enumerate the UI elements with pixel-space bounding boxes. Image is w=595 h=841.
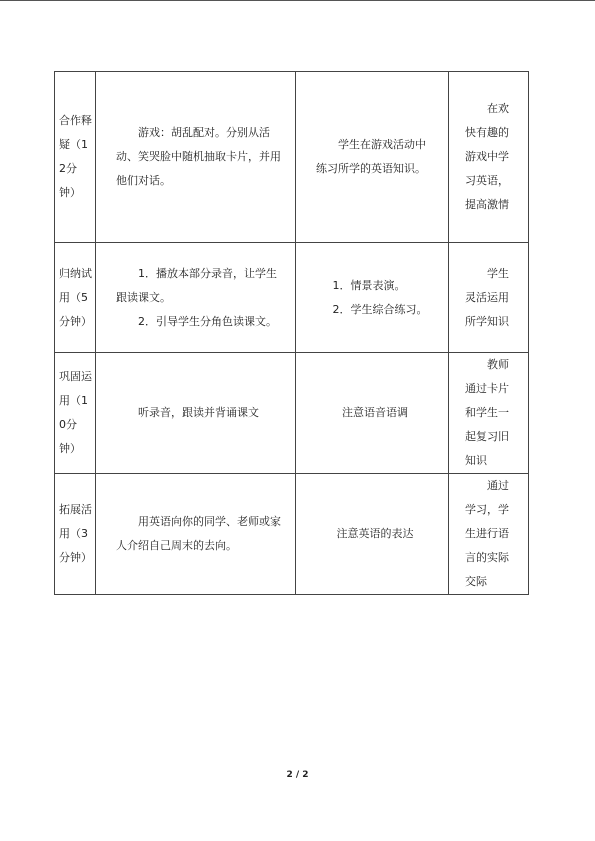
purpose-cell xyxy=(449,474,529,595)
activity-text: 游戏：胡乱配对。分别从活动、笑哭脸中随机抽取卡片，并用他们对话。 xyxy=(116,126,281,187)
student-text: 注意语音语调 xyxy=(342,406,408,419)
table-row xyxy=(55,474,529,595)
activity-text: 1．播放本部分录音，让学生跟读课文。 xyxy=(116,266,277,304)
activity-text: 用英语向你的同学、老师或家人介绍自己周末的去向。 xyxy=(116,515,281,552)
purpose-text: 在欢快有趣的游戏中学习英语，提高激情 xyxy=(465,102,509,211)
activity-text: 2．引导学生分角色读课文。 xyxy=(138,314,277,328)
purpose-text: 通过学习，学生进行语言的实际交际 xyxy=(465,479,509,588)
stage-cell: 巩固运用（10分钟） xyxy=(55,353,96,474)
student-text: 学生在游戏活动中练习所学的英语知识。 xyxy=(316,138,426,175)
student-cell xyxy=(296,243,449,353)
purpose-cell xyxy=(449,243,529,353)
student-text: 1．情景表演。 xyxy=(332,278,406,292)
page-number: 2 / 2 xyxy=(286,770,309,780)
table-row xyxy=(55,72,529,243)
purpose-cell xyxy=(449,353,529,474)
activity-cell xyxy=(96,72,296,243)
activity-cell xyxy=(96,353,296,474)
activity-cell xyxy=(96,243,296,353)
stage-cell: 合作释疑（12分钟） xyxy=(55,72,96,243)
table-row xyxy=(55,353,529,474)
student-text: 注意英语的表达 xyxy=(336,527,414,540)
stage-cell: 拓展活用（3分钟） xyxy=(55,474,96,595)
table-row xyxy=(55,243,529,353)
purpose-text: 教师通过卡片和学生一起复习旧知识 xyxy=(465,358,509,467)
purpose-cell xyxy=(449,72,529,243)
student-text: 2．学生综合练习。 xyxy=(332,302,428,316)
activity-text: 听录音，跟读并背诵课文 xyxy=(138,406,259,419)
stage-cell: 归纳试用（5分钟） xyxy=(55,243,96,353)
activity-cell xyxy=(96,474,296,595)
purpose-text: 学生灵活运用所学知识 xyxy=(465,266,509,328)
header-rule xyxy=(0,0,595,1)
lesson-plan-table xyxy=(54,71,529,595)
student-cell xyxy=(296,353,449,474)
student-cell xyxy=(296,474,449,595)
student-cell xyxy=(296,72,449,243)
